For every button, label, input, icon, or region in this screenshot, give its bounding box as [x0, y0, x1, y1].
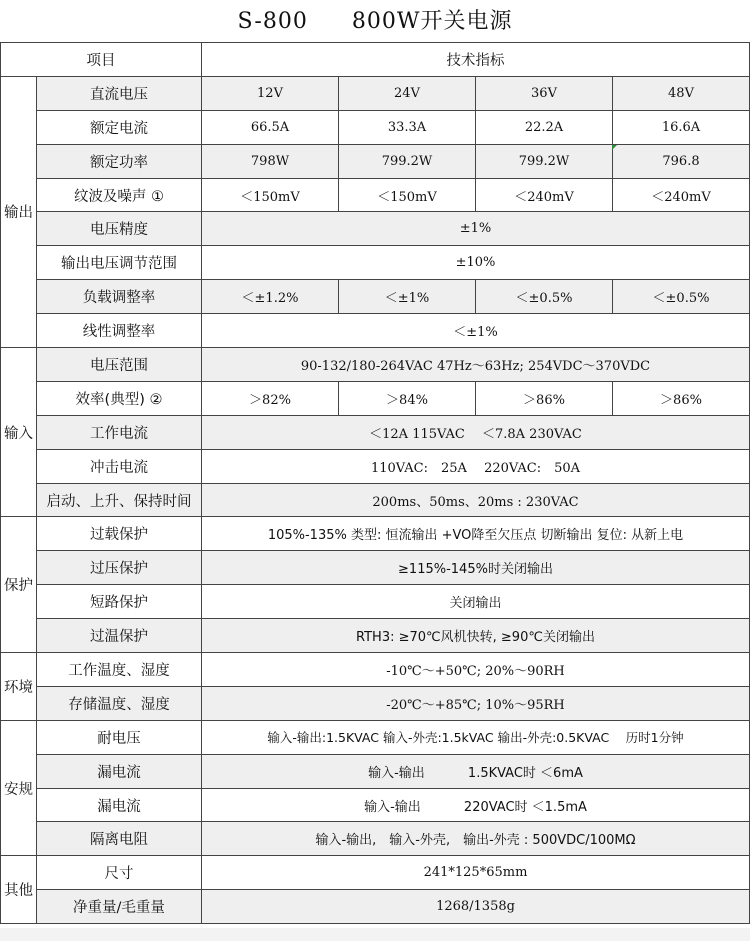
table-row	[1, 178, 750, 212]
cell-value: ＜±1%	[339, 280, 476, 314]
cell-value: RTH3: ≥70℃风机快转, ≥90℃关闭输出	[202, 619, 750, 653]
table-row	[1, 686, 750, 720]
cell-value: ＞82%	[202, 381, 339, 415]
table-row	[1, 110, 750, 144]
table-row	[1, 517, 750, 551]
group-other: 其他	[1, 856, 37, 924]
cell-value: ＜150mV	[339, 178, 476, 212]
row-label: 纹波及噪声 ①	[37, 178, 202, 212]
table-row	[1, 76, 750, 110]
table-row	[1, 381, 750, 415]
product-name: 800W开关电源	[351, 9, 513, 34]
cell-value: 输入-输出 1.5KVAC时 ＜6mA	[202, 754, 750, 788]
cell-value: 33.3A	[339, 110, 476, 144]
table-row	[1, 246, 750, 280]
row-label: 额定电流	[37, 110, 202, 144]
cell-value: ＜±0.5%	[476, 280, 613, 314]
row-label: 短路保护	[37, 585, 202, 619]
row-label: 耐电压	[37, 720, 202, 754]
table-row	[1, 619, 750, 653]
cell-value: -10℃～+50℃; 20%～90RH	[202, 653, 750, 687]
cell-value: 105%-135% 类型: 恒流输出 +VO降至欠压点 切断输出 复位: 从新上电	[202, 517, 750, 551]
table-row	[1, 788, 750, 822]
group-environment: 环境	[1, 653, 37, 721]
cell-value: ＜12A 115VAC ＜7.8A 230VAC	[202, 415, 750, 449]
table-row	[1, 348, 750, 382]
cell-value: 48V	[613, 76, 750, 110]
header-spec: 技术指标	[202, 43, 750, 77]
cell-value: ＜±0.5%	[613, 280, 750, 314]
header-item: 项目	[1, 43, 202, 77]
cell-value: 796.8	[613, 144, 750, 178]
row-label: 过载保护	[37, 517, 202, 551]
row-label: 额定功率	[37, 144, 202, 178]
cell-value: 110VAC: 25A 220VAC: 50A	[202, 449, 750, 483]
row-label: 工作温度、湿度	[37, 653, 202, 687]
cell-value: 90-132/180-264VAC 47Hz～63Hz; 254VDC～370VDC	[202, 348, 750, 382]
cell-value: 输入-输出, 输入-外壳, 输出-外壳 : 500VDC/100MΩ	[202, 822, 750, 856]
cell-value: 输入-输出:1.5KVAC 输入-外壳:1.5kVAC 输出-外壳:0.5KVAC 历时1分钟	[202, 720, 750, 754]
table-row	[1, 653, 750, 687]
cell-value: 799.2W	[476, 144, 613, 178]
cell-value: 66.5A	[202, 110, 339, 144]
row-label: 直流电压	[37, 76, 202, 110]
table-row	[1, 720, 750, 754]
cell-comment-marker	[612, 145, 617, 150]
group-input: 输入	[1, 348, 37, 517]
cell-value: 36V	[476, 76, 613, 110]
row-label: 漏电流	[37, 754, 202, 788]
page-title	[0, 0, 750, 42]
cell-value: 22.2A	[476, 110, 613, 144]
cell-value: ≥115%-145%时关闭输出	[202, 551, 750, 585]
spec-table	[0, 42, 750, 924]
cell-value: -20℃～+85℃; 10%～95RH	[202, 686, 750, 720]
cell-value: ＜150mV	[202, 178, 339, 212]
row-label: 漏电流	[37, 788, 202, 822]
cell-value: 1268/1358g	[202, 890, 750, 924]
cell-value: ＞86%	[476, 381, 613, 415]
row-label: 效率(典型) ②	[37, 381, 202, 415]
bottom-margin	[0, 928, 750, 941]
table-row	[1, 415, 750, 449]
table-header-row	[1, 43, 750, 77]
cell-value: ＞84%	[339, 381, 476, 415]
cell-value: ±1%	[202, 212, 750, 246]
group-output: 输出	[1, 76, 37, 347]
table-row	[1, 754, 750, 788]
cell-value: 12V	[202, 76, 339, 110]
table-row	[1, 890, 750, 924]
row-label: 电压精度	[37, 212, 202, 246]
cell-value: 799.2W	[339, 144, 476, 178]
cell-value: ＜240mV	[613, 178, 750, 212]
cell-value: 24V	[339, 76, 476, 110]
row-label: 启动、上升、保持时间	[37, 483, 202, 517]
cell-value: 关闭输出	[202, 585, 750, 619]
cell-value: ＜±1.2%	[202, 280, 339, 314]
table-row	[1, 822, 750, 856]
cell-value: 798W	[202, 144, 339, 178]
row-label: 冲击电流	[37, 449, 202, 483]
table-row	[1, 856, 750, 890]
row-label: 隔离电阻	[37, 822, 202, 856]
row-label: 净重量/毛重量	[37, 890, 202, 924]
table-row	[1, 212, 750, 246]
row-label: 尺寸	[37, 856, 202, 890]
row-label: 存储温度、湿度	[37, 686, 202, 720]
table-row	[1, 551, 750, 585]
table-row	[1, 449, 750, 483]
cell-value: ±10%	[202, 246, 750, 280]
row-label: 负载调整率	[37, 280, 202, 314]
row-label: 过温保护	[37, 619, 202, 653]
table-row	[1, 585, 750, 619]
cell-value: ＜±1%	[202, 314, 750, 348]
group-protection: 保护	[1, 517, 37, 653]
cell-value: 16.6A	[613, 110, 750, 144]
cell-value: 200ms、50ms、20ms : 230VAC	[202, 483, 750, 517]
row-label: 过压保护	[37, 551, 202, 585]
cell-value: 241*125*65mm	[202, 856, 750, 890]
cell-value: ＜240mV	[476, 178, 613, 212]
row-label: 电压范围	[37, 348, 202, 382]
cell-value: 输入-输出 220VAC时 ＜1.5mA	[202, 788, 750, 822]
row-label: 工作电流	[37, 415, 202, 449]
group-safety: 安规	[1, 720, 37, 856]
table-row	[1, 483, 750, 517]
table-row	[1, 314, 750, 348]
model-number: S-800	[237, 9, 308, 34]
cell-value: ＞86%	[613, 381, 750, 415]
row-label: 输出电压调节范围	[37, 246, 202, 280]
row-label: 线性调整率	[37, 314, 202, 348]
table-row	[1, 144, 750, 178]
table-row	[1, 280, 750, 314]
